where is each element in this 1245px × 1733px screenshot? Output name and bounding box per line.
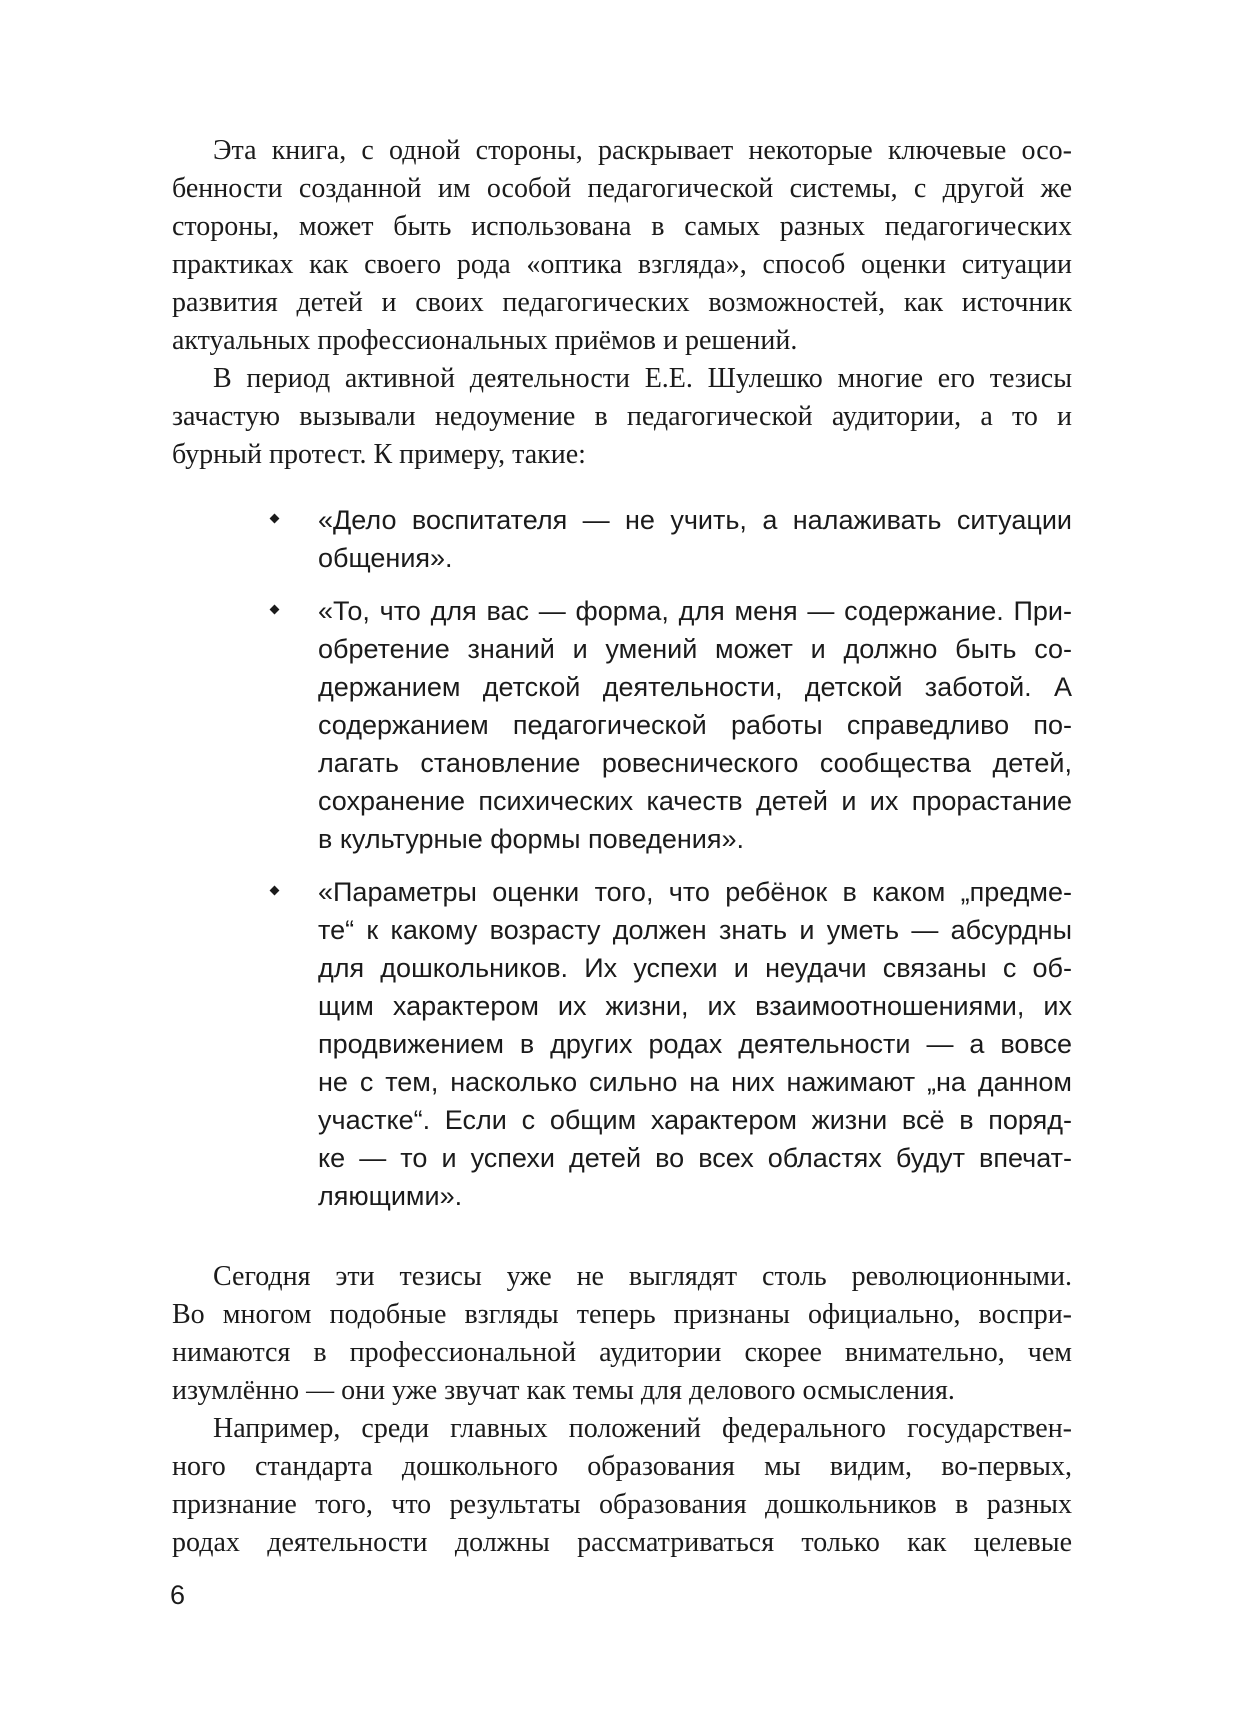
text-line: нимаются в профессиональной аудитории скорее внимательно, чем bbox=[172, 1337, 1072, 1368]
text-line: участке“. Если с общим характером жизни всё в поряд- bbox=[318, 1105, 1072, 1135]
text-line: зачастую вызывали недоумение в педагогической аудитории, а то и bbox=[172, 401, 1072, 432]
text-line: в культурные формы поведения». bbox=[318, 824, 745, 854]
bullet-list bbox=[172, 501, 1072, 1215]
bullet-dot-icon bbox=[270, 514, 280, 524]
text-line: развития детей и своих педагогических возможностей, как источник bbox=[172, 287, 1072, 318]
text-line: родах деятельности должны рассматриваться только как целевые bbox=[172, 1527, 1072, 1558]
text-line: держанием детской деятельности, детской заботой. А bbox=[318, 672, 1072, 702]
paragraph bbox=[172, 1258, 1072, 1410]
text-line: содержанием педагогической работы справедливо по- bbox=[318, 710, 1072, 740]
text-line: щим характером их жизни, их взаимоотношениями, их bbox=[318, 991, 1072, 1021]
text-line: стороны, может быть использована в самых разных педагогических bbox=[172, 211, 1072, 242]
page-content bbox=[172, 132, 1072, 1562]
text-line: не с тем, насколько сильно на них нажимают „на данном bbox=[318, 1067, 1072, 1097]
text-line: ного стандарта дошкольного образования мы видим, во-первых, bbox=[172, 1451, 1072, 1482]
bullet-item bbox=[318, 873, 1072, 1215]
text-line: ке — то и успехи детей во всех областях будут впечат- bbox=[318, 1143, 1072, 1173]
text-line: бурный протест. К примеру, такие: bbox=[172, 439, 586, 470]
bullet-dot-icon bbox=[270, 886, 280, 896]
text-line: Во многом подобные взгляды теперь признаны официально, воспри- bbox=[172, 1299, 1072, 1330]
text-line: для дошкольников. Их успехи и неудачи связаны с об- bbox=[318, 953, 1072, 983]
paragraph bbox=[172, 1410, 1072, 1562]
text-line: Сегодня эти тезисы уже не выглядят столь революционными. bbox=[213, 1261, 1072, 1292]
text-line: лагать становление ровеснического сообщества детей, bbox=[318, 748, 1072, 778]
text-line: «Дело воспитателя — не учить, а налаживать ситуации bbox=[318, 505, 1072, 535]
bullet-item bbox=[318, 501, 1072, 577]
paragraph bbox=[172, 132, 1072, 360]
text-line: те“ к какому возрасту должен знать и уметь — абсурдны bbox=[318, 915, 1072, 945]
text-line: Например, среди главных положений федерального государствен- bbox=[213, 1413, 1072, 1444]
text-line: общения». bbox=[318, 543, 453, 573]
text-line: В период активной деятельности Е.Е. Шулешко многие его тезисы bbox=[213, 363, 1072, 394]
text-line: признание того, что результаты образования дошкольников в разных bbox=[172, 1489, 1072, 1520]
text-line: сохранение психических качеств детей и их прорастание bbox=[318, 786, 1072, 816]
text-line: Эта книга, с одной стороны, раскрывает некоторые ключевые осо- bbox=[213, 135, 1072, 166]
text-line: бенности созданной им особой педагогической системы, с другой же bbox=[172, 173, 1072, 204]
text-line: обретение знаний и умений может и должно быть со- bbox=[318, 634, 1072, 664]
page-number: 6 bbox=[170, 1580, 186, 1610]
text-line: актуальных профессиональных приёмов и решений. bbox=[172, 325, 798, 356]
paragraph bbox=[172, 360, 1072, 474]
bullet-item bbox=[318, 592, 1072, 858]
text-line: «То, что для вас — форма, для меня — содержание. При- bbox=[318, 596, 1072, 626]
text-line: «Параметры оценки того, что ребёнок в каком „предме- bbox=[318, 877, 1072, 907]
text-line: изумлённо — они уже звучат как темы для делового осмысления. bbox=[172, 1375, 955, 1406]
bullet-dot-icon bbox=[270, 605, 280, 615]
text-line: практиках как своего рода «оптика взгляда», способ оценки ситуации bbox=[172, 249, 1072, 280]
text-line: ляющими». bbox=[318, 1181, 463, 1211]
text-line: продвижением в других родах деятельности — а вовсе bbox=[318, 1029, 1072, 1059]
